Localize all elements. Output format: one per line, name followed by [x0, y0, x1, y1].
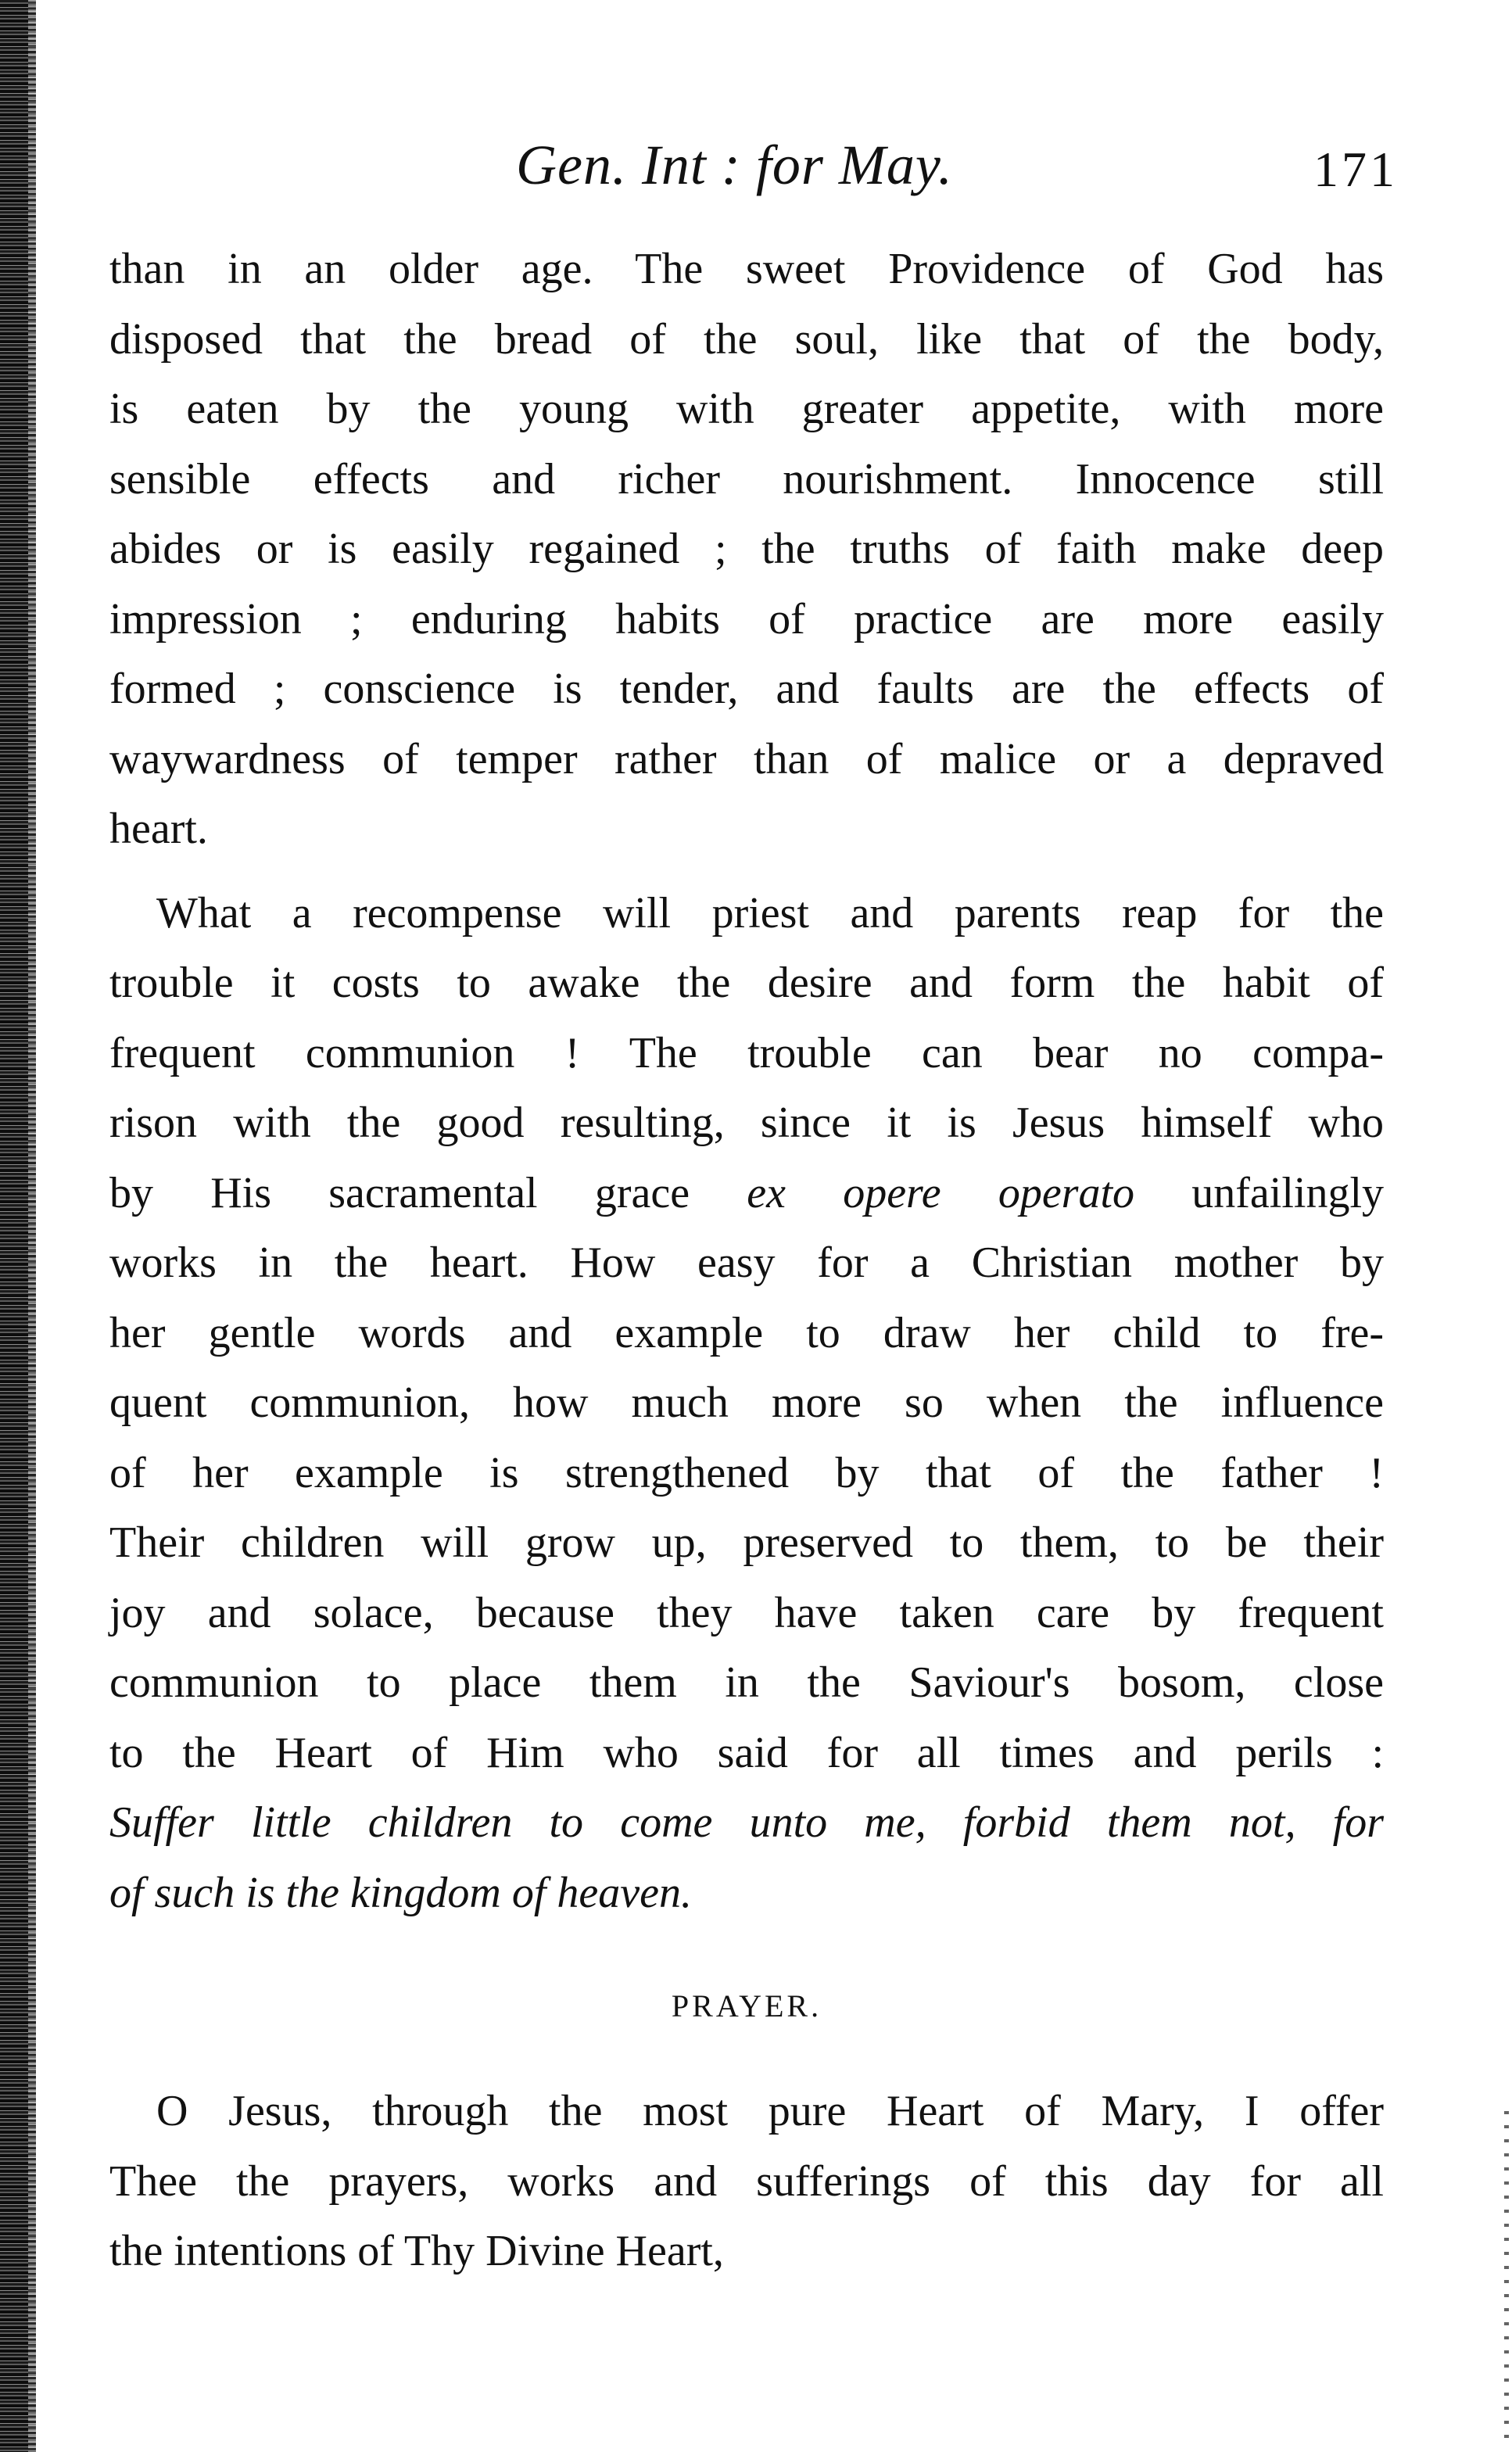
prayer-line: O Jesus, through the most pure Heart of Mary, I offer: [156, 2087, 1384, 2135]
text-line: rison with the good resulting, since it is Jesus himself who: [109, 1099, 1384, 1147]
text-line: quent communion, how much more so when the influence: [109, 1378, 1384, 1427]
text-line: is eaten by the young with greater appetite, with more: [109, 385, 1384, 433]
text-line: What a recompense will priest and parents reap for the: [156, 888, 1384, 937]
text-line: works in the heart. How easy for a Christian mother by: [109, 1239, 1384, 1287]
text-line: communion to place them in the Saviour's bosom, close: [109, 1658, 1384, 1707]
text-fragment: by His sacramental grace: [109, 1168, 747, 1217]
text-line: formed ; conscience is tender, and faults are the effects of: [109, 665, 1384, 713]
text-line: of her example is strengthened by that of the father !: [109, 1448, 1384, 1497]
text-line: heart.: [109, 805, 208, 853]
text-line: impression ; enduring habits of practice are more easily: [109, 594, 1384, 643]
binding-edge: [0, 0, 36, 2452]
scan-specks: [1504, 2111, 1509, 2439]
text-line: trouble it costs to awake the desire and form the habit of: [109, 959, 1384, 1007]
paragraph-1: [109, 235, 1384, 865]
text-line: frequent communion ! The trouble can bear no compa-: [109, 1028, 1384, 1077]
text-line: to the Heart of Him who said for all times and perils :: [109, 1728, 1384, 1777]
prayer-line: the intentions of Thy Divine Heart,: [109, 2227, 724, 2275]
text-line-with-latin: [109, 1159, 1384, 1229]
page-header: [0, 125, 1512, 195]
text-line: joy and solace, because they have taken care by frequent: [109, 1588, 1384, 1637]
text-line: Their children will grow up, preserved to them, to be their: [109, 1518, 1384, 1567]
text-fragment: unfailingly: [1134, 1168, 1384, 1217]
text-line: abides or is easily regained ; the truths of faith make deep: [109, 525, 1384, 573]
latin-phrase: ex opere operato: [747, 1168, 1135, 1217]
prayer-heading: PRAYER.: [671, 1988, 822, 2024]
page-number: 171: [1313, 142, 1398, 197]
text-line: than in an older age. The sweet Providence of God has: [109, 245, 1384, 293]
text-line: her gentle words and example to draw her child to fre-: [109, 1308, 1384, 1357]
prayer-paragraph: [109, 2077, 1384, 2287]
text-line: sensible effects and richer nourishment. Innocence still: [109, 454, 1384, 504]
running-head: Gen. Int : for May.: [516, 134, 953, 196]
scripture-quote: Suffer little children to come unto me, forbid them not, for: [109, 1798, 1384, 1847]
paragraph-2: [109, 879, 1384, 1929]
prayer-line: Thee the prayers, works and sufferings of this day for all: [109, 2156, 1384, 2206]
text-line: waywardness of temper rather than of malice or a depraved: [109, 734, 1384, 783]
text-line: disposed that the bread of the soul, like that of the body,: [109, 314, 1384, 364]
body-text: [109, 235, 1384, 2287]
scripture-quote: of such is the kingdom of heaven.: [109, 1868, 692, 1917]
